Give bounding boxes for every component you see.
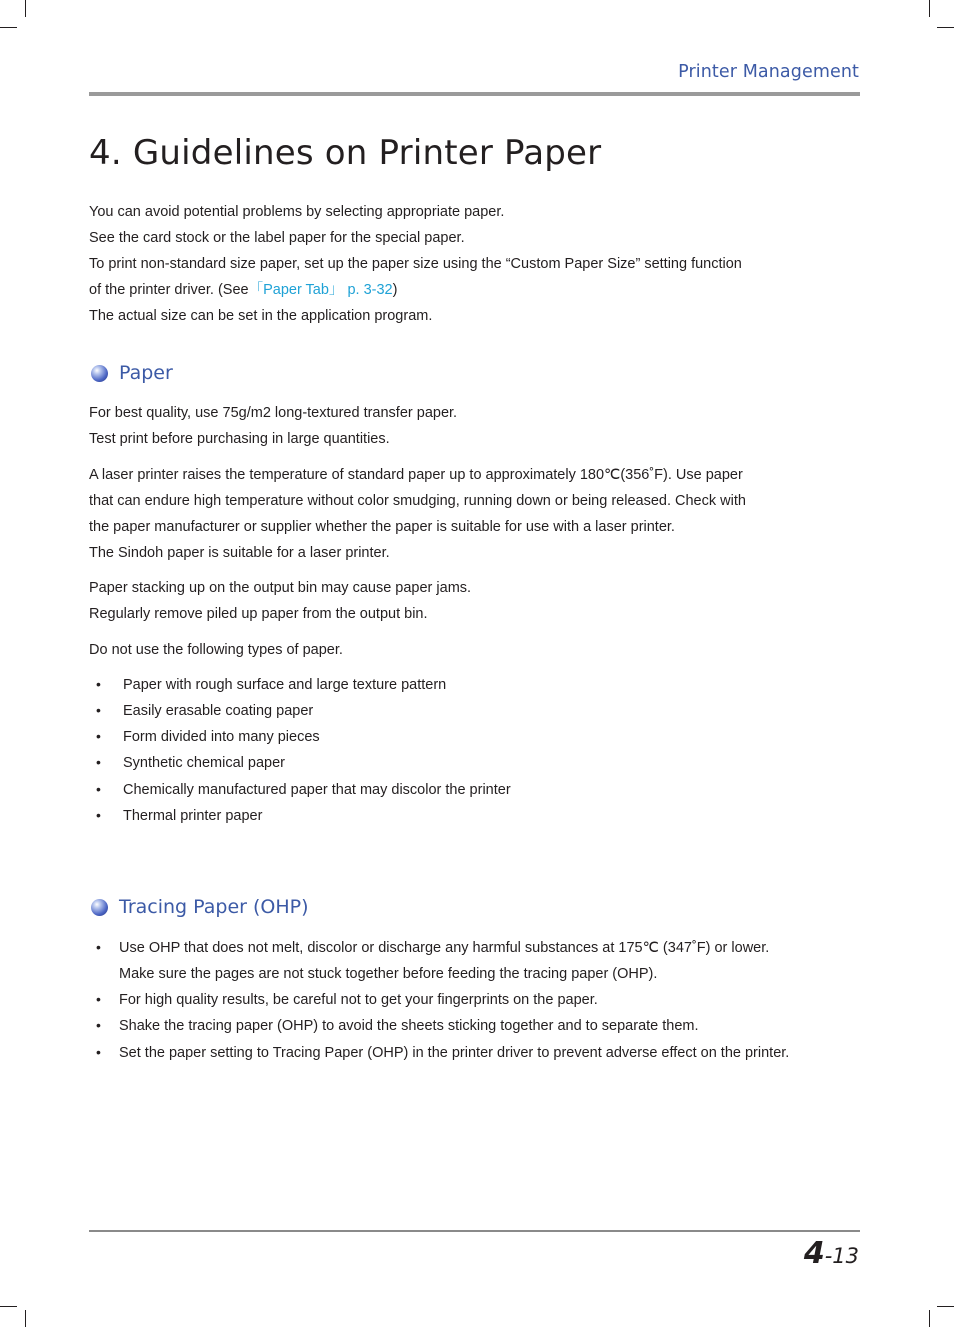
list-item: Use OHP that does not melt, discolor or discharge any harmful substances at 175℃ (347˚F) or lower.	[119, 940, 770, 956]
crop-mark	[0, 27, 17, 28]
intro-line: To print non-standard size paper, set up the paper size using the “Custom Paper Size” setting function	[89, 256, 742, 272]
bullet: •	[96, 807, 101, 823]
bullet: •	[96, 1017, 101, 1033]
bullet: •	[96, 754, 101, 770]
paper-tab-link[interactable]: 「Paper Tab」 p. 3-32	[248, 282, 393, 298]
footer-rule	[89, 1230, 860, 1232]
intro-text: of the printer driver. (See	[89, 282, 249, 298]
intro-line-with-link	[89, 277, 397, 303]
paragraph-line: that can endure high temperature without color smudging, running down or being released. Check with	[89, 493, 746, 509]
bullet: •	[96, 939, 101, 955]
running-header: Printer Management	[678, 62, 859, 82]
list-item: For high quality results, be careful not to get your fingerprints on the paper.	[119, 992, 598, 1008]
paragraph-line: The Sindoh paper is suitable for a laser printer.	[89, 545, 390, 561]
list-item: Easily erasable coating paper	[123, 703, 314, 719]
title-number: 4.	[89, 133, 122, 173]
bullet: •	[96, 676, 101, 692]
list-item: Thermal printer paper	[123, 808, 263, 824]
section-bullet-icon	[91, 365, 108, 382]
list-item: Set the paper setting to Tracing Paper (OHP) in the printer driver to prevent adverse effect on the printer.	[119, 1045, 790, 1061]
header-rule	[89, 92, 860, 96]
bullet: •	[96, 781, 101, 797]
intro-line: The actual size can be set in the application program.	[89, 308, 433, 324]
page-title	[89, 133, 601, 173]
chapter-number: 4	[803, 1236, 825, 1271]
crop-mark	[25, 0, 26, 17]
bullet: •	[96, 1044, 101, 1060]
page-suffix: -13	[824, 1244, 859, 1268]
paragraph-line: For best quality, use 75g/m2 long-textured transfer paper.	[89, 405, 458, 421]
section-heading-paper	[91, 362, 173, 384]
title-text: Guidelines on Printer Paper	[132, 133, 602, 173]
crop-mark	[25, 1310, 26, 1327]
paragraph-line: Paper stacking up on the output bin may cause paper jams.	[89, 580, 472, 596]
crop-mark	[937, 27, 954, 28]
paragraph-line: the paper manufacturer or supplier whether the paper is suitable for use with a laser printer.	[89, 519, 675, 535]
list-item: Chemically manufactured paper that may discolor the printer	[123, 782, 511, 798]
section-title: Tracing Paper (OHP)	[119, 896, 309, 918]
list-item: Paper with rough surface and large texture pattern	[123, 677, 447, 693]
crop-mark	[937, 1306, 954, 1307]
bullet: •	[96, 702, 101, 718]
bullet: •	[96, 991, 101, 1007]
intro-line: See the card stock or the label paper for the special paper.	[89, 230, 465, 246]
crop-mark	[0, 1306, 17, 1307]
crop-mark	[929, 0, 930, 17]
page-number	[804, 1236, 859, 1271]
bullet: •	[96, 728, 101, 744]
section-title: Paper	[119, 362, 173, 384]
intro-text: )	[392, 282, 398, 298]
paragraph-line: Do not use the following types of paper.	[89, 642, 343, 658]
intro-line: You can avoid potential problems by selecting appropriate paper.	[89, 204, 505, 220]
paragraph-line: A laser printer raises the temperature of standard paper up to approximately 180℃(356˚F). Use paper	[89, 467, 743, 483]
paragraph-line: Regularly remove piled up paper from the output bin.	[89, 606, 428, 622]
list-item: Shake the tracing paper (OHP) to avoid the sheets sticking together and to separate them.	[119, 1018, 699, 1034]
list-item: Synthetic chemical paper	[123, 755, 285, 771]
section-heading-ohp	[91, 896, 309, 918]
section-bullet-icon	[91, 899, 108, 916]
crop-mark	[929, 1310, 930, 1327]
list-item-continuation: Make sure the pages are not stuck together before feeding the tracing paper (OHP).	[119, 966, 658, 982]
list-item: Form divided into many pieces	[123, 729, 320, 745]
paragraph-line: Test print before purchasing in large quantities.	[89, 431, 390, 447]
